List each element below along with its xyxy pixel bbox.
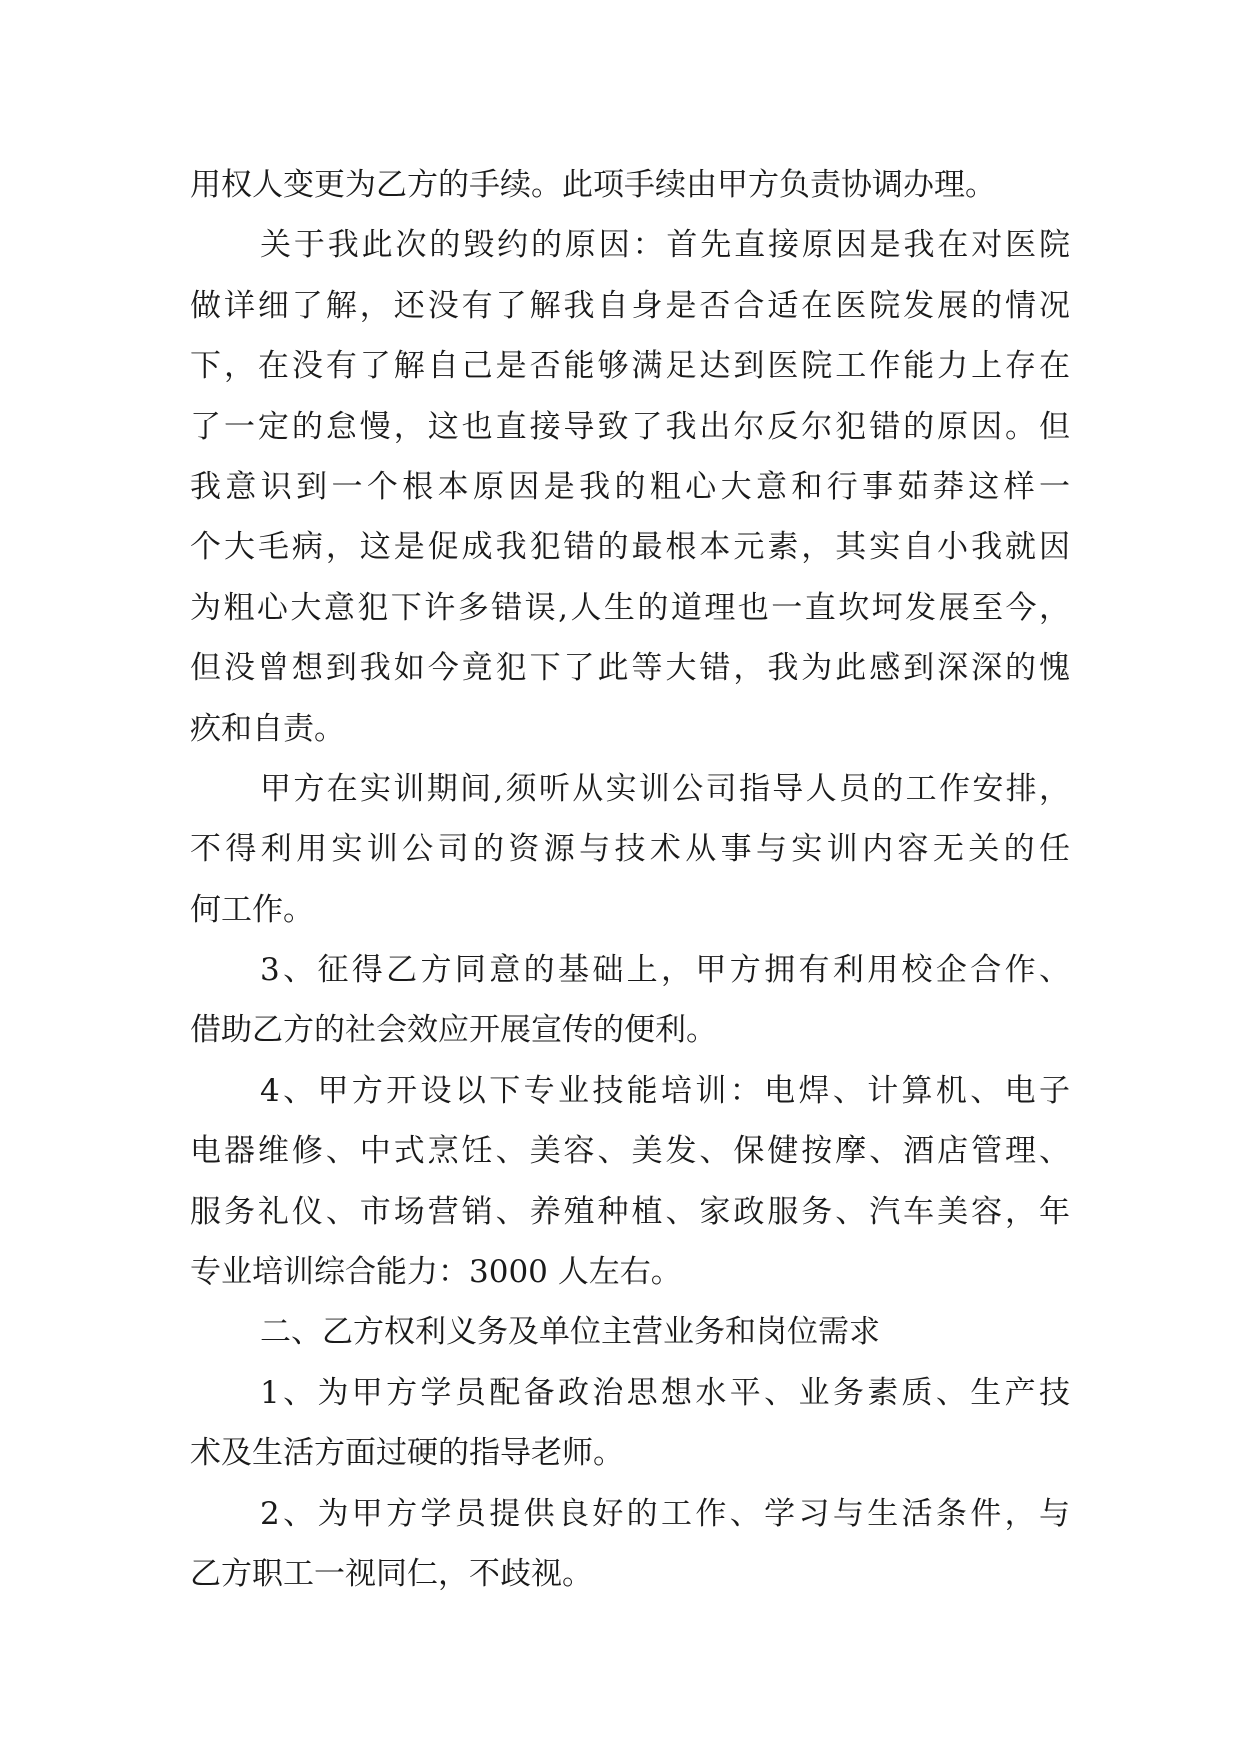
text-line: 1、为甲方学员配备政治思想水平、业务素质、生产技 <box>260 1374 1070 1411</box>
text-line: 2、为甲方学员提供良好的工作、学习与生活条件，与 <box>260 1495 1070 1532</box>
text-line: 二、乙方权利义务及单位主营业务和岗位需求 <box>260 1314 880 1351</box>
text-line: 借助乙方的社会效应开展宣传的便利。 <box>190 1012 717 1049</box>
text-line: 但没曾想到我如今竟犯下了此等大错，我为此感到深深的愧 <box>190 650 1070 687</box>
text-line: 乙方职工一视同仁，不歧视。 <box>190 1555 593 1592</box>
text-line: 甲方在实训期间,须听从实训公司指导人员的工作安排， <box>260 770 1070 807</box>
text-line: 3、征得乙方同意的基础上，甲方拥有利用校企合作、 <box>260 952 1070 989</box>
text-line: 下，在没有了解自己是否能够满足达到医院工作能力上存在 <box>190 348 1070 385</box>
text-line: 专业培训综合能力：3000 人左右。 <box>190 1254 682 1291</box>
text-line: 个大毛病，这是促成我犯错的最根本元素，其实自小我就因 <box>190 529 1070 566</box>
text-line: 4、甲方开设以下专业技能培训：电焊、计算机、电子 <box>260 1072 1070 1109</box>
text-line: 为粗心大意犯下许多错误,人生的道理也一直坎坷发展至今， <box>190 589 1070 626</box>
document-body <box>190 155 1070 1604</box>
text-line: 何工作。 <box>190 891 314 928</box>
text-line: 关于我此次的毁约的原因：首先直接原因是我在对医院 <box>260 227 1070 264</box>
text-line: 了一定的怠慢，这也直接导致了我出尔反尔犯错的原因。但 <box>190 408 1070 445</box>
text-line: 做详细了解，还没有了解我自身是否合适在医院发展的情况 <box>190 287 1070 324</box>
text-line: 疚和自责。 <box>190 710 345 747</box>
text-line: 服务礼仪、市场营销、养殖种植、家政服务、汽车美容，年 <box>190 1193 1070 1230</box>
text-line: 我意识到一个根本原因是我的粗心大意和行事茹莽这样一 <box>190 468 1070 505</box>
text-line: 术及生活方面过硬的指导老师。 <box>190 1435 624 1472</box>
text-line: 电器维修、中式烹饪、美容、美发、保健按摩、酒店管理、 <box>190 1133 1070 1170</box>
text-line: 用权人变更为乙方的手续。此项手续由甲方负责协调办理。 <box>190 167 996 203</box>
text-line: 不得利用实训公司的资源与技术从事与实训内容无关的任 <box>190 831 1070 868</box>
